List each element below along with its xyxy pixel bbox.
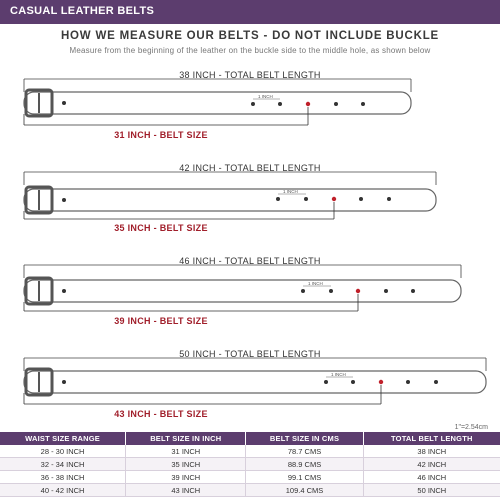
middle-hole [379,380,383,384]
belt-strap [24,189,436,211]
table-row [0,484,500,497]
belt-illustration [0,256,500,346]
total-length-label: 46 INCH - TOTAL BELT LENGTH [179,256,321,266]
table-row [0,445,500,458]
belt-size-label: 31 INCH - BELT SIZE [114,130,208,140]
page-title: HOW WE MEASURE OUR BELTS - DO NOT INCLUDE BUCKLE [60,30,440,42]
belt-hole [351,380,355,384]
belt-illustration [0,163,500,253]
table-cell: 78.7 CMS [246,445,363,458]
total-length-label: 42 INCH - TOTAL BELT LENGTH [179,163,321,173]
belt-hole [411,289,415,293]
table-cell: 32 - 34 INCH [0,458,126,471]
middle-hole [332,197,336,201]
middle-hole [306,102,310,106]
page-subtitle: Measure from the beginning of the leather on the buckle side to the middle hole, as shown below [69,46,431,55]
belt-hole [301,289,305,293]
table-header-cell: WAIST SIZE RANGE [0,432,126,445]
table-cell: 99.1 CMS [246,471,363,484]
total-length-bracket [24,172,436,185]
belt-strap [24,371,486,393]
belt-hole [361,102,365,106]
table-cell: 35 INCH [126,458,246,471]
hole-spacing-label: 1 INCH [258,94,273,99]
table-cell: 40 - 42 INCH [0,484,126,497]
table-cell: 46 INCH [363,471,500,484]
belt-hole [278,102,282,106]
belt-strap [24,92,411,114]
total-length-bracket [24,358,486,371]
table-row [0,458,500,471]
hole-spacing-label: 1 INCH [308,281,323,286]
belt-hole [62,380,66,384]
table-cell: 28 - 30 INCH [0,445,126,458]
total-length-label: 38 INCH - TOTAL BELT LENGTH [179,70,321,80]
belt-hole [304,197,308,201]
conversion-note: 1"=2.54cm [454,424,488,431]
table-cell: 88.9 CMS [246,458,363,471]
table-cell: 39 INCH [126,471,246,484]
belt-diagram-42 [0,163,500,253]
total-length-label: 50 INCH - TOTAL BELT LENGTH [179,349,321,359]
belt-illustration [0,70,500,160]
table-header-cell: BELT SIZE IN INCH [126,432,246,445]
table-cell: 42 INCH [363,458,500,471]
table-header-row [0,432,500,445]
belt-hole [334,102,338,106]
table-cell: 38 INCH [363,445,500,458]
belt-strap [24,280,461,302]
total-length-bracket [24,79,411,92]
hole-spacing-label: 1 INCH [331,372,346,377]
table-cell: 43 INCH [126,484,246,497]
table-cell: 31 INCH [126,445,246,458]
belt-hole [387,197,391,201]
belt-hole [434,380,438,384]
belt-diagram-38 [0,70,500,160]
header-bar [0,0,500,24]
belt-hole [406,380,410,384]
belt-hole [329,289,333,293]
belt-size-label: 43 INCH - BELT SIZE [114,409,208,419]
table-header-cell: BELT SIZE IN CMS [246,432,363,445]
belt-hole [62,289,66,293]
table-cell: 50 INCH [363,484,500,497]
belt-diagram-46 [0,256,500,346]
belt-hole [62,198,66,202]
table-header-cell: TOTAL BELT LENGTH [363,432,500,445]
belt-hole [384,289,388,293]
belt-illustration [0,349,500,439]
size-table [0,432,500,497]
table-row [0,471,500,484]
total-length-bracket [24,265,461,278]
belt-size-label: 39 INCH - BELT SIZE [114,316,208,326]
belt-hole [276,197,280,201]
belt-hole [62,101,66,105]
table-cell: 36 - 38 INCH [0,471,126,484]
belt-size-label: 35 INCH - BELT SIZE [114,223,208,233]
belt-hole [251,102,255,106]
belt-diagram-50 [0,349,500,439]
table-cell: 109.4 CMS [246,484,363,497]
belt-hole [324,380,328,384]
belt-hole [359,197,363,201]
middle-hole [356,289,360,293]
header-title: CASUAL LEATHER BELTS [10,5,155,17]
hole-spacing-label: 1 INCH [283,189,298,194]
